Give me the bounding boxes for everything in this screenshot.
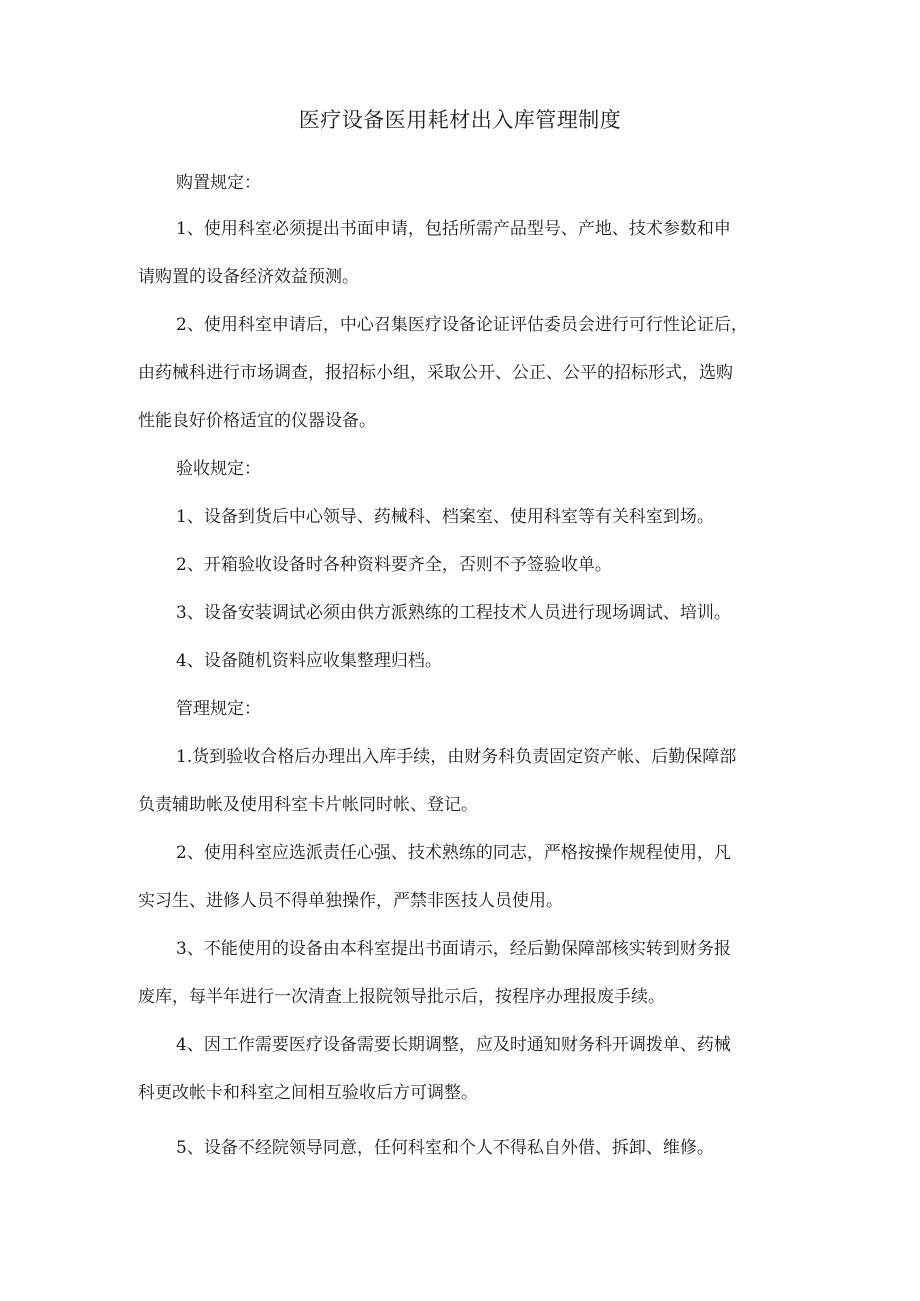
- section-heading-management: 管理规定：: [176, 699, 261, 719]
- purchase-item-2-line-3: 性能良好价格适宜的仪器设备。: [138, 411, 376, 431]
- management-item-4-line-2: 科更改帐卡和科室之间相互验收后方可调整。: [138, 1083, 478, 1103]
- management-item-1-line-2: 负责辅助帐及使用科室卡片帐同时帐、登记。: [138, 795, 478, 815]
- acceptance-item-3: 3、设备安装调试必须由供方派熟练的工程技术人员进行现场调试、培训。: [176, 603, 731, 623]
- management-item-1-line-1: 1.货到验收合格后办理出入库手续，由财务科负责固定资产帐、后勤保障部: [176, 747, 737, 767]
- management-item-5: 5、设备不经院领导同意，任何科室和个人不得私自外借、拆卸、维修。: [176, 1138, 714, 1158]
- section-heading-purchase: 购置规定：: [176, 173, 261, 193]
- management-item-4-line-1: 4、因工作需要医疗设备需要长期调整，应及时通知财务科开调拨单、药械: [176, 1035, 731, 1055]
- section-heading-acceptance: 验收规定：: [176, 459, 261, 479]
- management-item-3-line-2: 废库，每半年进行一次清查上报院领导批示后，按程序办理报废手续。: [138, 987, 665, 1007]
- management-item-2-line-1: 2、使用科室应选派责任心强、技术熟练的同志，严格按操作规程使用，凡: [176, 843, 731, 863]
- acceptance-item-1: 1、设备到货后中心领导、药械科、档案室、使用科室等有关科室到场。: [176, 507, 714, 527]
- management-item-2-line-2: 实习生、进修人员不得单独操作，严禁非医技人员使用。: [138, 891, 563, 911]
- management-item-3-line-1: 3、不能使用的设备由本科室提出书面请示，经后勤保障部核实转到财务报: [176, 939, 731, 959]
- purchase-item-2-line-1: 2、使用科室申请后，中心召集医疗设备论证评估委员会进行可行性论证后，: [176, 315, 748, 335]
- acceptance-item-2: 2、开箱验收设备时各种资料要齐全，否则不予签验收单。: [176, 555, 612, 575]
- purchase-item-1-line-2: 请购置的设备经济效益预测。: [138, 267, 359, 287]
- acceptance-item-4: 4、设备随机资料应收集整理归档。: [176, 651, 442, 671]
- purchase-item-2-line-2: 由药械科进行市场调查，报招标小组，采取公开、公正、公平的招标形式，选购: [138, 363, 733, 383]
- document-title: 医疗设备医用耗材出入库管理制度: [298, 108, 622, 132]
- purchase-item-1-line-1: 1、使用科室必须提出书面申请，包括所需产品型号、产地、技术参数和申: [176, 219, 731, 239]
